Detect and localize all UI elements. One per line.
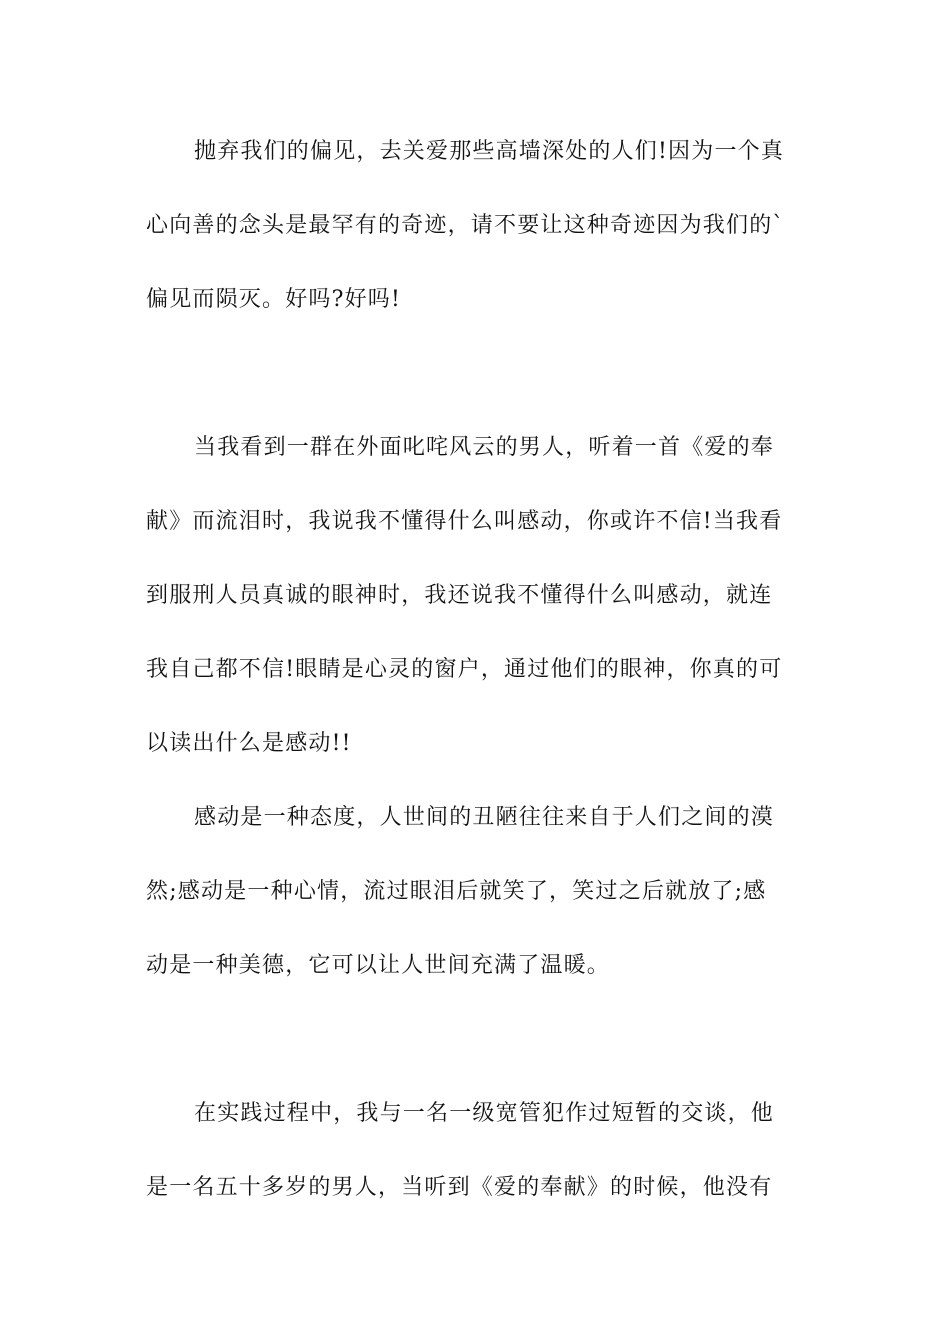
text-line: 在实践过程中，我与一名一级宽管犯作过短暂的交谈，他: [194, 1101, 775, 1126]
text-line: 以读出什么是感动!!: [146, 731, 352, 756]
text-line: 感动是一种态度，人世间的丑陋往往来自于人们之间的漠: [194, 805, 775, 830]
text-line: 然;感动是一种心情，流过眼泪后就笑了，笑过之后就放了;感: [146, 879, 767, 904]
text-line: 献》而流泪时，我说我不懂得什么叫感动，你或许不信!当我看: [146, 509, 783, 534]
text-line: 抛弃我们的偏见，去关爱那些高墙深处的人们!因为一个真: [194, 139, 785, 164]
text-line: 偏见而陨灭。好吗?好吗!: [146, 287, 402, 312]
text-line: 是一名五十多岁的男人，当听到《爱的奉献》的时候，他没有: [146, 1175, 773, 1200]
text-line: 心向善的念头是最罕有的奇迹，请不要让这种奇迹因为我们的`: [146, 213, 785, 238]
text-line: 动是一种美德，它可以让人世间充满了温暖。: [146, 953, 611, 978]
text-line: 我自己都不信!眼睛是心灵的窗户，通过他们的眼神，你真的可: [146, 657, 783, 682]
text-line: 当我看到一群在外面叱咤风云的男人，听着一首《爱的奉: [194, 435, 775, 460]
text-line: 到服刑人员真诚的眼神时，我还说我不懂得什么叫感动，就连: [146, 583, 773, 608]
